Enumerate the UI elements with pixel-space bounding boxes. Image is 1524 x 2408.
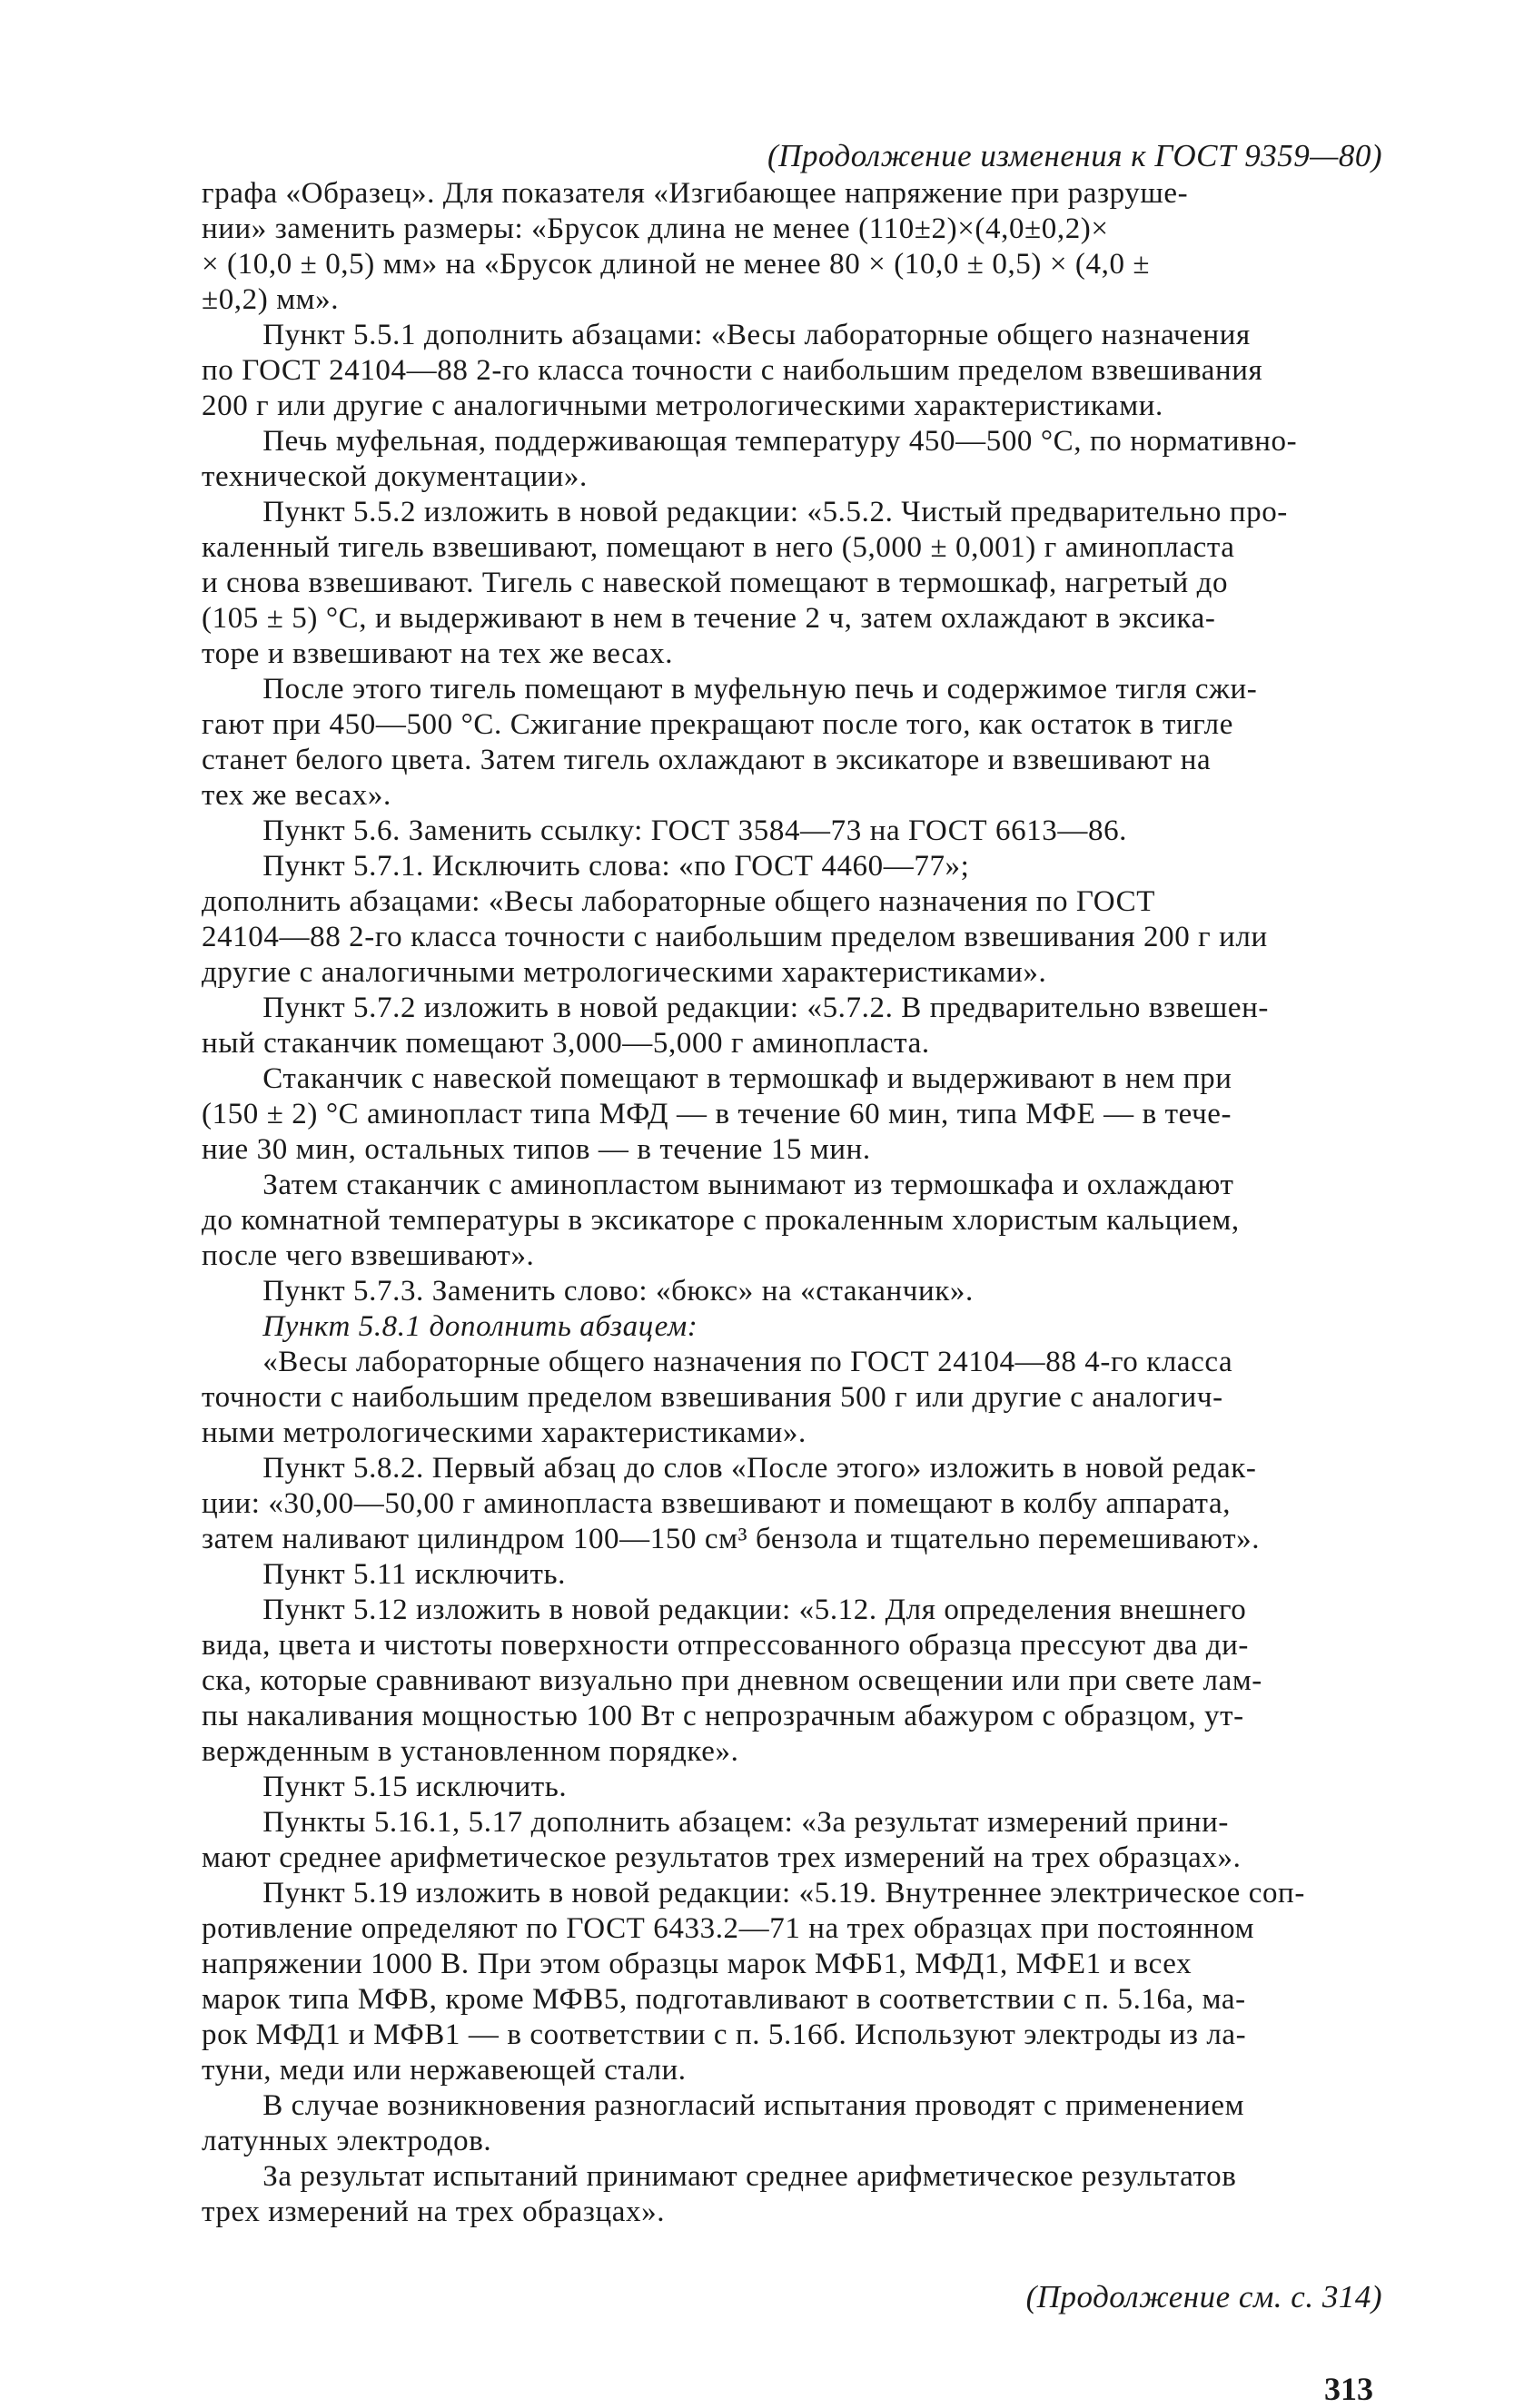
paragraph: «Весы лабораторные общего назначения по ГОСТ 24104—88 4-го класса точности с наибольшим пределом взвешивания 500 г или другие с аналогич- ными метрологическими характеристиками».: [202, 1346, 1233, 1449]
paragraph: После этого тигель помещают в муфельную печь и содержимое тигля сжи- гают при 450—500 °С. Сжигание прекращают после того, как остаток в тигле станет белого цвета. Затем тигель охлаждают в эксикаторе и взвешивают на тех же весах».: [202, 673, 1258, 812]
paragraph: Пункт 5.7.3. Заменить слово: «бюкс» на «стаканчик».: [202, 1275, 974, 1308]
paragraph: Пункт 5.8.2. Первый абзац до слов «После этого» изложить в новой редак- ции: «30,00—50,00 г аминопласта взвешивают и помещают в колбу аппарата, затем наливают цилиндром 100—150 см³ бензола и тщательно перемешивают».: [202, 1452, 1261, 1555]
paragraph: Пункт 5.6. Заменить ссылку: ГОСТ 3584—73 на ГОСТ 6613—86.: [202, 814, 1128, 847]
paragraph: В случае возникновения разногласий испытания проводят с применением латунных электродов.: [202, 2089, 1245, 2157]
document-page: [202, 136, 1382, 2408]
paragraph: Пункт 5.19 изложить в новой редакции: «5.19. Внутреннее электрическое соп- ротивление определяют по ГОСТ 6433.2—71 на трех образцах при постоянном напряжении 1000 В. При этом образцы марок МФБ1, МФД1, МФЕ1 и всех марок типа МФВ, кроме МФВ5, подготавливают в соответствии с п. 5.16а, ма- рок МФД1 и МФВ1 — в соответствии с п. 5.16б. Используют электроды из ла- туни, меди или нержавеющей стали.: [202, 1877, 1305, 2087]
paragraph: Пункт 5.7.1. Исключить слова: «по ГОСТ 4460—77»;: [202, 850, 970, 883]
paragraph: Пункт 5.5.2 изложить в новой редакции: «5.5.2. Чистый предварительно про- каленный тигель взвешивают, помещают в него (5,000 ± 0,001) г аминопласта и снова взвешивают. Тигель с навеской помещают в термошкаф, нагретый до (105 ± 5) °С, и выдерживают в нем в течение 2 ч, затем охлаждают в эксика- торе и взвешивают на тех же весах.: [202, 496, 1288, 670]
paragraph: За результат испытаний принимают среднее арифметическое результатов трех измерений на трех образцах».: [202, 2160, 1237, 2228]
paragraph: Пункт 5.12 изложить в новой редакции: «5.12. Для определения внешнего вида, цвета и чистоты поверхности отпрессованного образца прессуют два ди- ска, которые сравнивают визуально при дневном освещении или при свете лам- пы накаливания мощностью 100 Вт с непрозрачным абажуром с образцом, ут- вержденным в установленном порядке».: [202, 1594, 1262, 1768]
continuation-note: (Продолжение см. с. 314): [1025, 2279, 1382, 2314]
document-body: [202, 176, 1382, 2230]
paragraph: Пункт 5.15 исключить.: [202, 1771, 568, 1803]
paragraph: Стаканчик с навеской помещают в термошкаф и выдерживают в нем при (150 ± 2) °С аминопласт типа МФД — в течение 60 мин, типа МФЕ — в тече- ние 30 мин, остальных типов — в течение 15 мин.: [202, 1062, 1232, 1166]
paragraph: дополнить абзацами: «Весы лабораторные общего назначения по ГОСТ 24104—88 2-го класса точности с наибольшим пределом взвешивания 200 г или другие с аналогичными метрологическими характеристиками».: [202, 885, 1268, 989]
paragraph: Пункт 5.7.2 изложить в новой редакции: «5.7.2. В предварительно взвешен- ный стаканчик помещают 3,000—5,000 г аминопласта.: [202, 992, 1270, 1060]
paragraph: Пункт 5.11 исключить.: [202, 1558, 567, 1591]
paragraph: Пункты 5.16.1, 5.17 дополнить абзацем: «За результат измерений прини- мают среднее арифметическое результатов трех измерений на трех образцах».: [202, 1806, 1242, 1874]
paragraph: Затем стаканчик с аминопластом вынимают из термошкафа и охлаждают до комнатной температуры в эксикаторе с прокаленным хлористым кальцием, после чего взвешивают».: [202, 1169, 1240, 1272]
page-number: 313: [1324, 2371, 1373, 2407]
page-header: (Продолжение изменения к ГОСТ 9359—80): [767, 138, 1382, 173]
paragraph: Печь муфельная, поддерживающая температуру 450—500 °С, по нормативно- технической документации».: [202, 425, 1298, 493]
paragraph: графа «Образец». Для показателя «Изгибающее напряжение при разруше- нии» заменить размеры: «Брусок длина не менее (110±2)×(4,0±0,2)× × (10,0 ± 0,5) мм» на «Брусок длиной не менее 80 × (10,0 ± 0,5) × (4,0 ± ±0,2) мм».: [202, 177, 1189, 316]
paragraph: Пункт 5.8.1 дополнить абзацем:: [202, 1310, 698, 1343]
paragraph: Пункт 5.5.1 дополнить абзацами: «Весы лабораторные общего назначения по ГОСТ 24104—88 2-го класса точности с наибольшим пределом взвешивания 200 г или другие с аналогичными метрологическими характеристиками.: [202, 319, 1263, 422]
